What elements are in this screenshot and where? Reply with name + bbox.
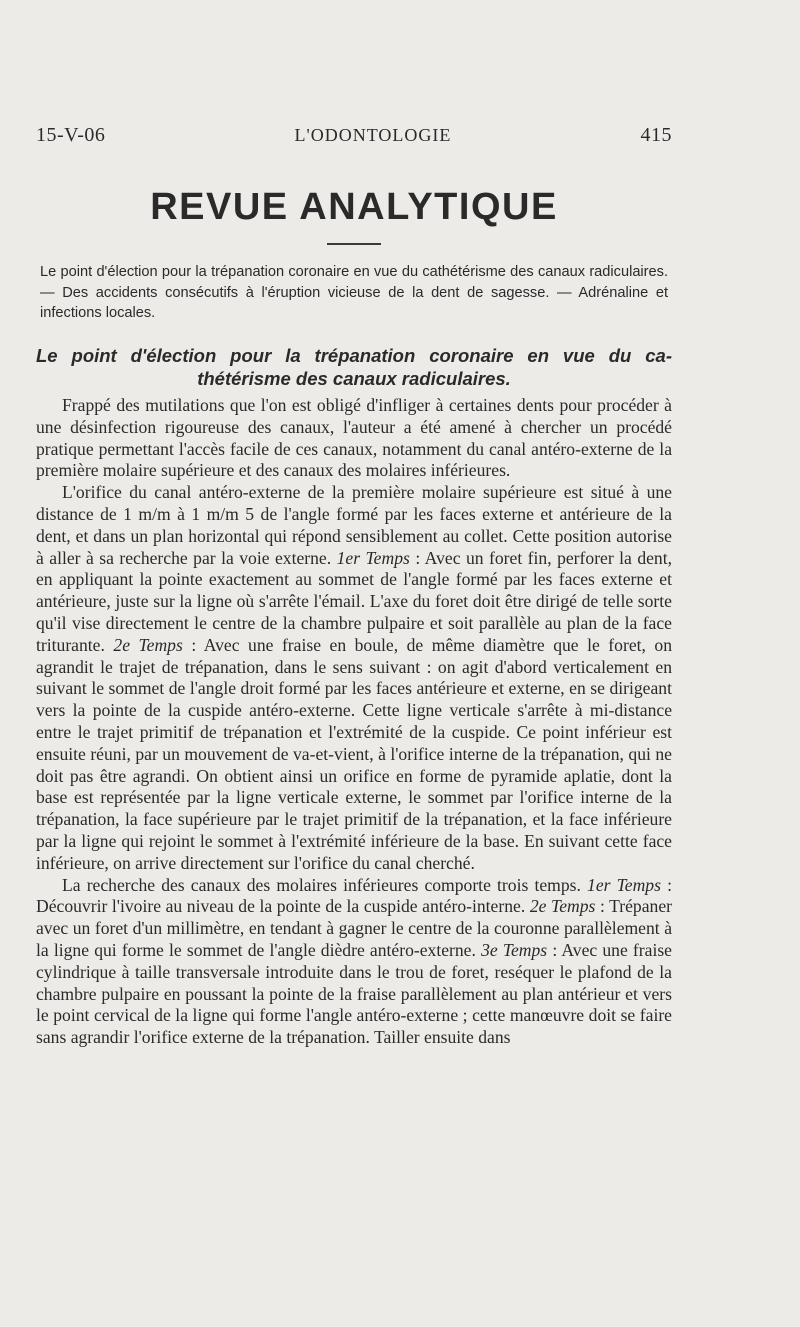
- article-heading-line-1: Le point d'élection pour la trépanation coronaire en vue du ca-: [36, 345, 672, 366]
- running-head: [36, 124, 672, 147]
- paragraph-3: [36, 875, 672, 1049]
- paragraph-3-text-a: La recherche des canaux des molaires inférieures comporte trois temps.: [62, 874, 588, 895]
- page-title: REVUE ANALYTIQUE: [150, 186, 558, 228]
- article-body: [36, 395, 672, 1049]
- article-heading: [36, 344, 672, 390]
- section-summary: Le point d'élection pour la trépanation coronaire en vue du cathétérisme des canaux radiculaires. — Des accidents consécutifs à l'éruption vicieuse de la dent de sagesse. — Adrénaline et infections locales.: [40, 264, 668, 321]
- issue-date: 15-V-06: [36, 124, 106, 146]
- step-label: 2e Temps: [113, 634, 183, 655]
- step-label: 3e Temps: [481, 939, 548, 960]
- paragraph-1: Frappé des mutilations que l'on est obligé d'infliger à certaines dents pour procéder à une désinfection rigoureuse des canaux, l'auteur a été amené à chercher un procédé pratique permettant l'accès facile de ces canaux, notamment du canal antéro-externe de la première molaire supérieure et des canaux des molaires inférieures.: [36, 395, 672, 481]
- page-number: 415: [640, 124, 672, 146]
- paragraph-3-text-d: : Avec une fraise cylindrique à taille transversale introduite dans le trou de foret, reséquer le plafond de la chambre pulpaire en poussant la pointe de la fraise parallèlement au plan antérieur et vers le point cervical de la ligne qui forme l'angle antéro-externe ; cette manœuvre doit se faire sans agrandir l'orifice externe de la trépanation. Tailler ensuite dans: [36, 939, 672, 1048]
- paragraph-3-text-b: : Découvrir l'ivoire au niveau de la pointe de la cuspide antéro-interne.: [36, 874, 672, 917]
- paragraph-2-text-a: L'orifice du canal antéro-externe de la première molaire supérieure est situé à une distance de 1 m/m à 1 m/m 5 de l'angle formé par les faces externe et antérieure de la dent, et dans un plan horizontal qui répond sensiblement au collet. Cette position autorise à aller à sa recherche par la voie externe.: [36, 482, 672, 568]
- paragraph-2: [36, 482, 672, 874]
- journal-name: L'ODONTOLOGIE: [294, 125, 452, 145]
- paragraph-2-text-b: : Avec un foret fin, perforer la dent, en appliquant la pointe exactement au sommet de l'angle formé par les faces externe et antérieure, juste sur la ligne où s'arrête l'émail. L'axe du foret doit être dirigé de telle sorte qu'il vise directement le centre de la chambre pulpaire et soit parallèle au plan de la face triturante.: [36, 547, 673, 655]
- paragraph-2-text-c: : Avec une fraise en boule, de même diamètre que le foret, on agrandit le trajet de trépanation, dans le sens suivant : on agit d'abord verticalement en suivant le sommet de l'angle droit formé par les faces antérieure et externe, en se dirigeant vers la pointe de la cuspide antéro-externe. Cette ligne verticale s'arrête à mi-distance entre le trajet primitif de trépanation et l'extrémité de la cuspide. Ce point inférieur est ensuite réuni, par un mouvement de va-et-vient, à l'orifice interne de la trépanation, qui ne doit pas être agrandi. On obtient ainsi un orifice en forme de pyramide aplatie, dont la base est représentée par la ligne verticale externe, le sommet par l'orifice interne de la trépanation, la face supérieure par le trajet primitif de la trépanation, et la face inférieure par la ligne qui rejoint le sommet à l'extrémité inférieure de la base. En suivant cette face inférieure, on arrive directement sur l'orifice du canal cherché.: [36, 634, 673, 873]
- step-label: 1er Temps: [587, 874, 661, 895]
- article-heading-line-2: thétérisme des canaux radiculaires.: [197, 368, 511, 389]
- step-label: 1er Temps: [336, 547, 410, 568]
- paragraph-3-text-c: : Trépaner avec un foret d'un millimètre, en tendant à gagner le centre de la couronne parallèlement à la ligne qui forme le sommet de l'angle dièdre antéro-externe.: [36, 896, 672, 960]
- step-label: 2e Temps: [529, 896, 596, 917]
- title-divider: [327, 243, 381, 245]
